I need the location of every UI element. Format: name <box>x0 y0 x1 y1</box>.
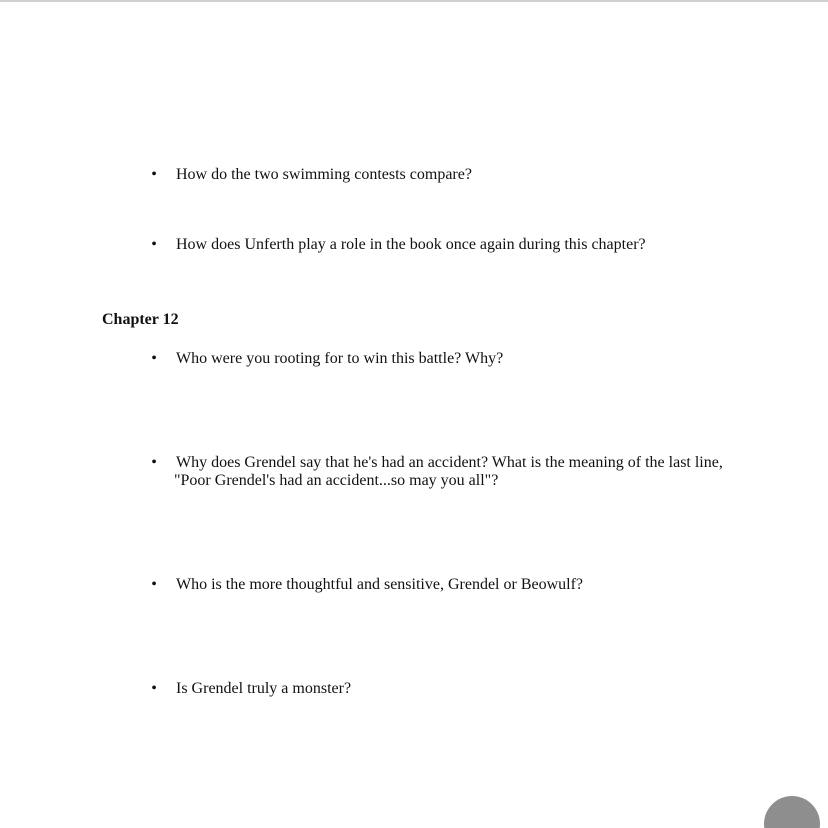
bullet-icon: • <box>151 680 157 697</box>
top-divider <box>0 0 828 2</box>
question-grendel-accident-line-2: "Poor Grendel's had an accident...so may you all"? <box>174 472 499 489</box>
bullet-icon: • <box>151 454 157 471</box>
bullet-icon: • <box>151 576 157 593</box>
question-rooting-battle: Who were you rooting for to win this battle? Why? <box>176 350 504 367</box>
chapter-heading: Chapter 12 <box>102 311 179 328</box>
question-unferth-role: How does Unferth play a role in the book once again during this chapter? <box>176 236 646 253</box>
bullet-icon: • <box>151 236 157 253</box>
circle-action-button-icon[interactable] <box>764 796 820 828</box>
question-grendel-monster: Is Grendel truly a monster? <box>176 680 352 697</box>
bullet-icon: • <box>151 166 157 183</box>
bullet-icon: • <box>151 350 157 367</box>
question-thoughtful-sensitive: Who is the more thoughtful and sensitive, Grendel or Beowulf? <box>176 576 584 593</box>
question-grendel-accident-line-1: Why does Grendel say that he's had an accident? What is the meaning of the last line, <box>176 454 723 471</box>
question-grendel-accident <box>176 454 736 490</box>
question-swimming-contests: How do the two swimming contests compare? <box>176 166 472 183</box>
